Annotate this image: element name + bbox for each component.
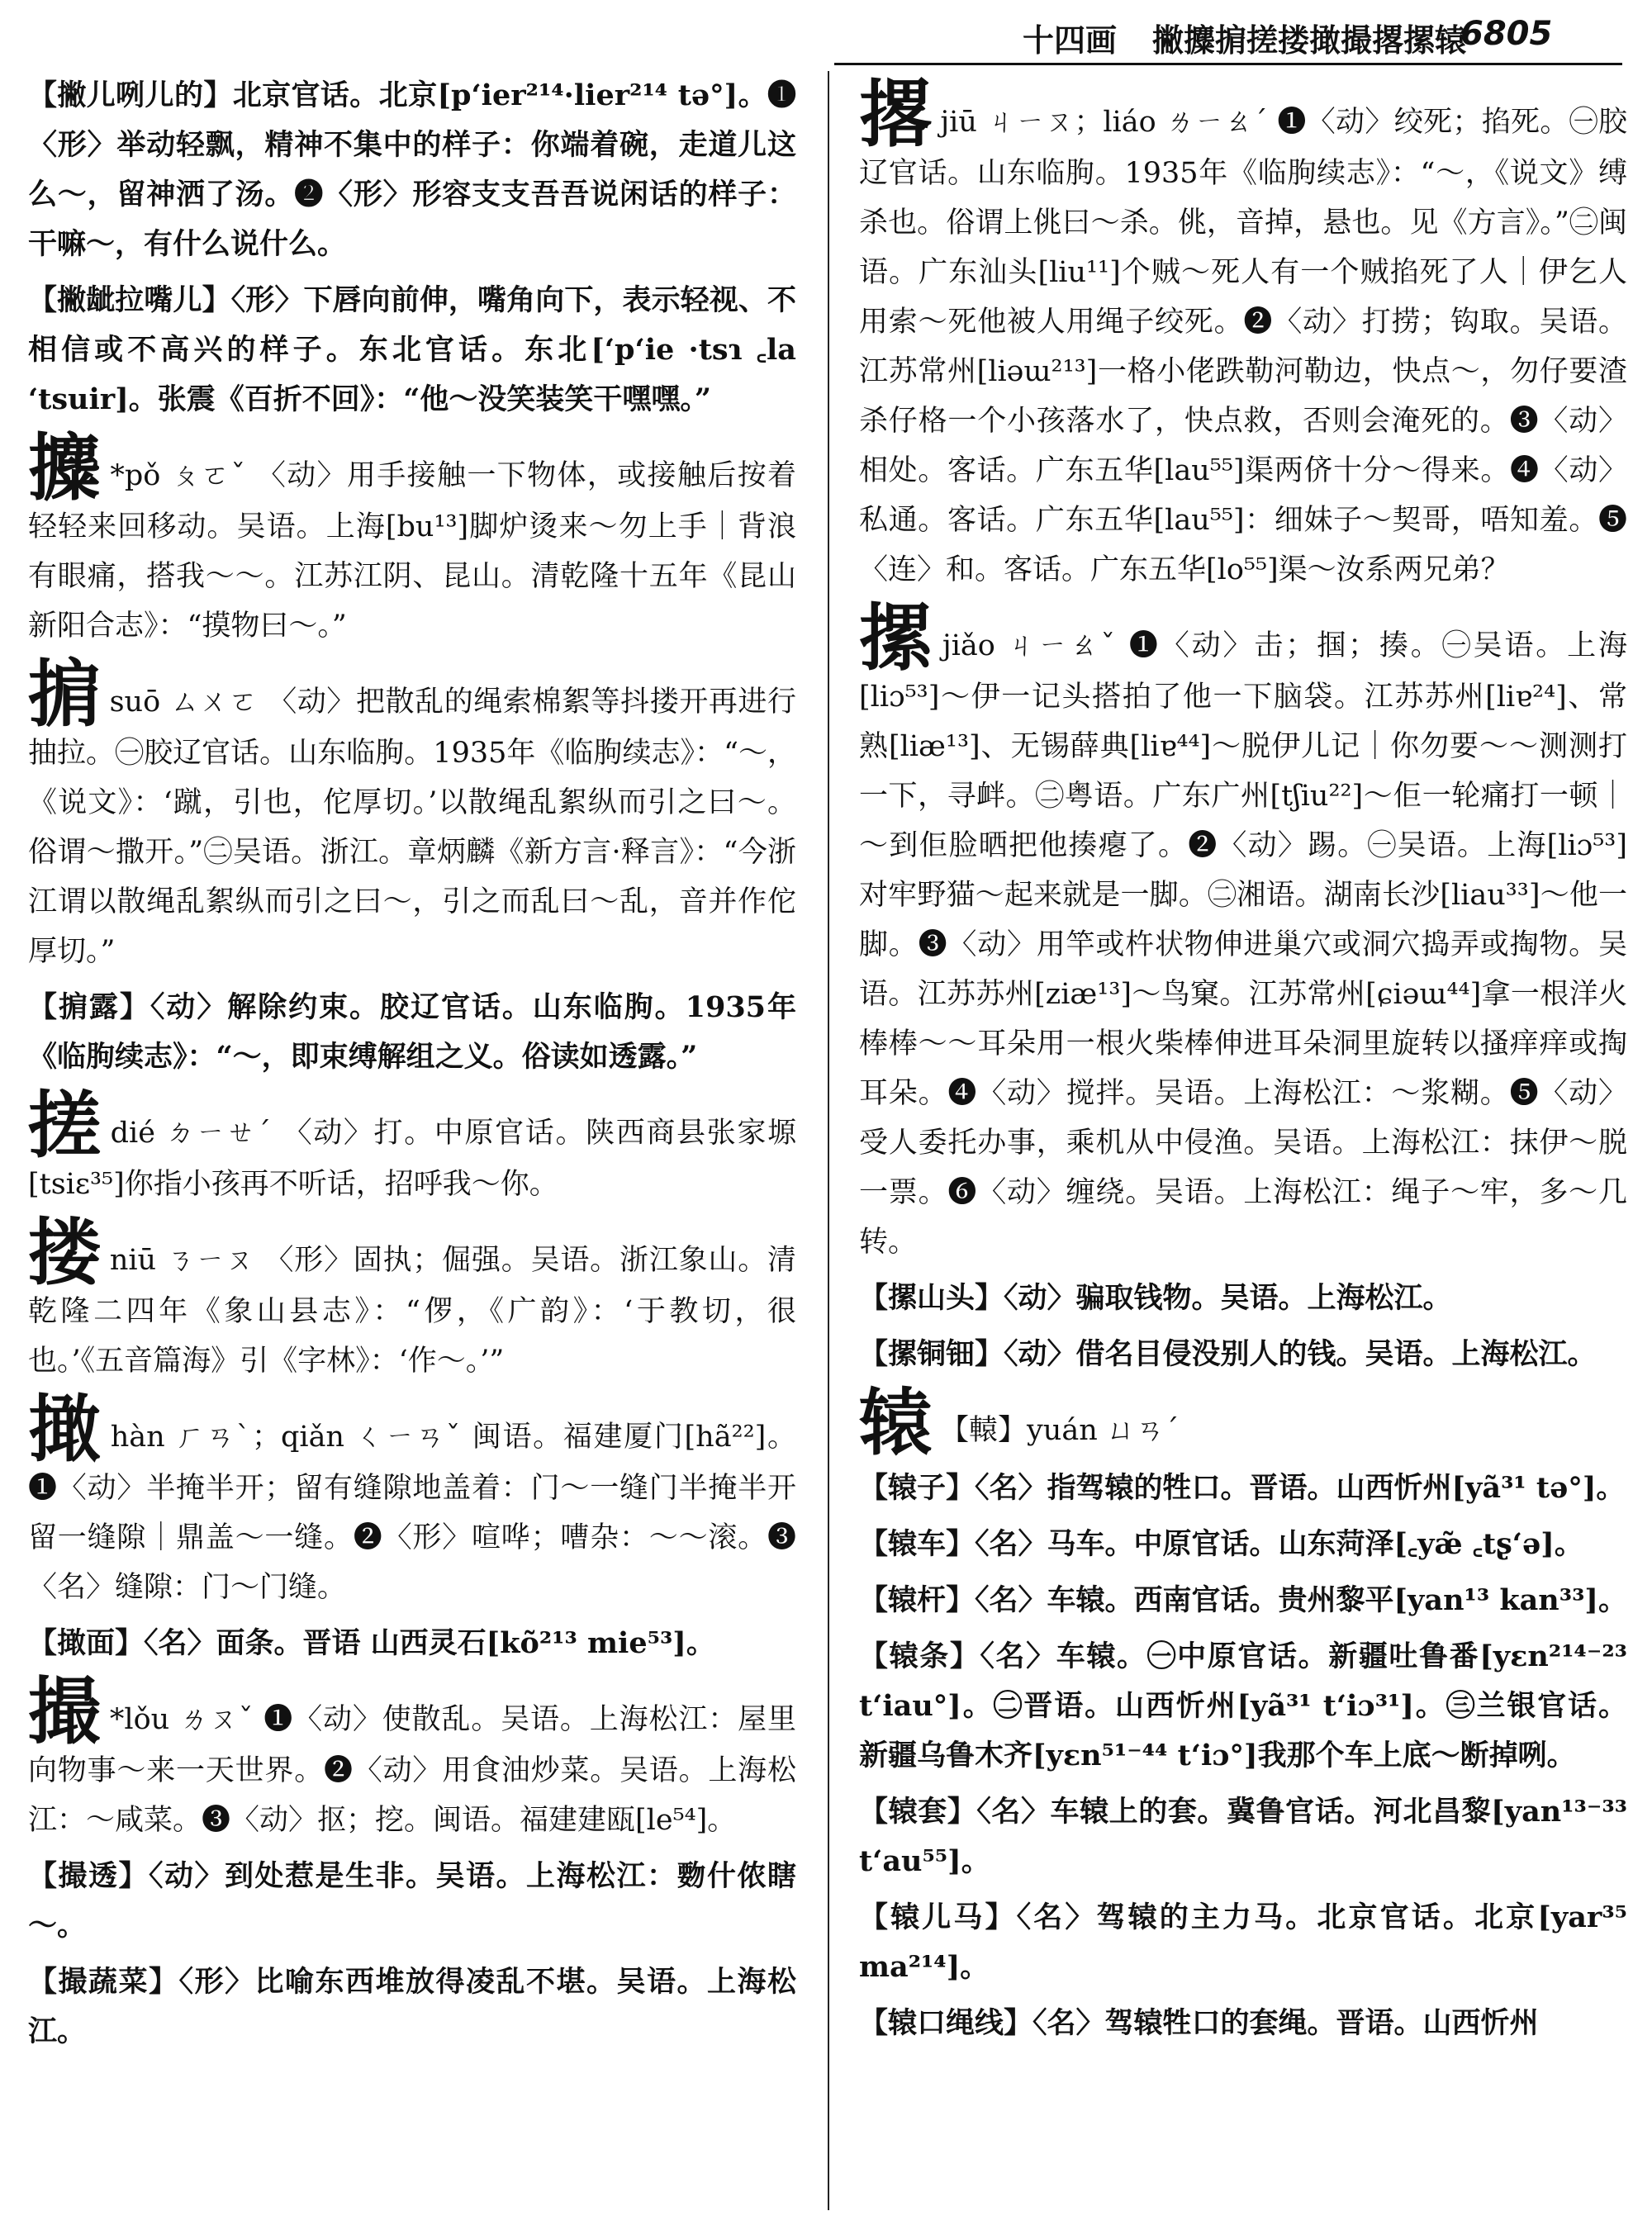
headword: 撂: [859, 71, 933, 157]
headword-entry: [28, 1209, 796, 1386]
entry-text: 【撮蔬菜】〈形〉比喻东西堆放得凌乱不堪。吴语。上海松江。: [28, 1965, 796, 2048]
entry-text: 【掮露】〈动〉解除约束。胶辽官话。山东临朐。1935年《临朐续志》：“～，即束缚解组之义。俗读如透露。”: [28, 990, 796, 1074]
compound-entry: [28, 1619, 796, 1668]
running-head-characters: 撇攗掮搓搂撖撮撂摞辕: [1152, 21, 1467, 59]
compound-entry: [28, 1852, 796, 1951]
entry-text: 【撮透】〈动〉到处惹是生非。吴语。上海松江：覅什侬瞎～。: [28, 1859, 796, 1943]
entry-text: 【辕车】〈名〉马车。中原官话。山东菏泽[꜀yæ̃ ꜀tʂʻə]。: [859, 1527, 1583, 1561]
headword: 搂: [28, 1209, 102, 1295]
compound-entry: [859, 1464, 1627, 1513]
left-column: [28, 71, 796, 2218]
entry-text: 【撇龇拉嘴儿】〈形〉下唇向前伸，嘴角向下，表示轻视、不相信或不高兴的样子。东北官话。东北[ʻpʻie ·tsɿ ꜀la ʻtsuir]。张震《百折不回》：“他～没笑装笑干嘿嘿。”: [28, 283, 796, 416]
compound-entry: [859, 1787, 1627, 1886]
entry-text: dié ㄉㄧㄝˊ 〈动〉打。中原官话。陕西商县张家塬[tsiɛ³⁵]你指小孩再不听话，招呼我～你。: [28, 1117, 796, 1201]
entry-text: 【轅】yuán ㄩㄢˊ: [940, 1414, 1180, 1447]
entry-text: hàn ㄏㄢˋ；qiǎn ㄑㄧㄢˇ 闽语。福建厦门[hã²²]。❶〈动〉半掩半开；留有缝隙地盖着：门～一缝门半掩半开留一缝隙｜鼎盖～一缝。❷〈形〉喧哗；嘈杂：～～滚。❸〈名〉缝隙：门～门缝。: [28, 1421, 796, 1604]
compound-entry: [859, 1632, 1627, 1781]
entry-text: 【摞铜钿】〈动〉借名目侵没别人的钱。吴语。上海松江。: [859, 1337, 1597, 1371]
headword-entry: [28, 651, 796, 976]
entry-text: 【撇儿咧儿的】北京官话。北京[pʻier²¹⁴·lier²¹⁴ tə°]。❶〈形〉举动轻飘，精神不集中的样子：你端着碗，走道儿这么～，留神洒了汤。❷〈形〉形容支支吾吾说闲话的样子：干嘛～，有什么说什么。: [28, 78, 796, 261]
entry-text: jiū ㄐㄧㄡ；liáo ㄌㄧㄠˊ ❶〈动〉绞死；掐死。㊀胶辽官话。山东临朐。1935年《临朐续志》：“～，《说文》缚杀也。俗谓上佻曰～杀。佻，音掉，悬也。见《方言》。”㊁闽语。广东汕头[liu¹¹]个贼～死人有一个贼掐死了人｜伊乞人用索～死他被人用绳子绞死。❷〈动〉打捞；钩取。吴语。江苏常州[liəɯ²¹³]一格小佬跌勒河勒边，快点～，勿仔要渣杀仔格一个小孩落水了，快点救，否则会淹死的。❸〈动〉相处。客话。广东五华[lau⁵⁵]渠两侪十分～得来。❹〈动〉私通。客话。广东五华[lau⁵⁵]：细妹子～契哥，唔知羞。❺〈连〉和。客话。广东五华[lo⁵⁵]渠～汝系两兄弟？: [859, 106, 1627, 586]
headword: 攗: [28, 425, 102, 510]
entry-text: 【撖面】〈名〉面条。晋语 山西灵石[kõ²¹³ mie⁵³]。: [28, 1626, 715, 1660]
entry-text: 【辕儿马】〈名〉驾辕的主力马。北京官话。北京[yar³⁵ ma²¹⁴]。: [859, 1900, 1627, 1984]
entry-text: *pǒ ㄆㄛˇ 〈动〉用手接触一下物体，或接触后按着轻轻来回移动。吴语。上海[bu¹³]脚炉烫来～勿上手｜背浪有眼痛，搭我～～。江苏江阴、昆山。清乾隆十五年《昆山新阳合志》：“摸物曰～。”: [28, 459, 796, 643]
headword-entry: [859, 595, 1627, 1267]
compound-entry: [28, 983, 796, 1082]
entry-text: 【辕子】〈名〉指驾辕的牲口。晋语。山西忻州[yã³¹ tə°]。: [859, 1471, 1626, 1505]
page-number: 6805: [1460, 15, 1553, 53]
entry-text: 【辕口绳线】〈名〉驾辕牲口的套绳。晋语。山西忻州: [859, 2006, 1539, 2040]
compound-entry: [859, 1274, 1627, 1323]
right-column: [859, 71, 1627, 2218]
headword: 摞: [859, 595, 934, 681]
compound-entry: [859, 1330, 1627, 1379]
headword: 搓: [28, 1082, 102, 1168]
compound-entry: [28, 71, 796, 269]
compound-entry: [28, 276, 796, 425]
headword-entry: [28, 1386, 796, 1612]
headword: 掮: [28, 651, 102, 737]
entry-text: jiǎo ㄐㄧㄠˇ ❶〈动〉击；掴；揍。㊀吴语。上海[liɔ⁵³]～伊一记头搭拍了他一下脑袋。江苏苏州[liɐ²⁴]、常熟[liæ¹³]、无锡薛典[liɐ⁴⁴]～脱伊儿记｜你勿要～～测测打一下，寻衅。㊁粤语。广东广州[tʃiu²²]～佢一轮痛打一顿｜～到佢脸晒把他揍瘪了。❷〈动〉踢。㊀吴语。上海[liɔ⁵³]对牢野猫～起来就是一脚。㊁湘语。湖南长沙[liau³³]～他一脚。❸〈动〉用竿或杵状物伸进巢穴或洞穴捣弄或掏物。吴语。江苏苏州[ziæ¹³]～鸟窠。江苏常州[ɕiəɯ⁴⁴]拿一根洋火棒棒～～耳朵用一根火柴棒伸进耳朵洞里旋转以搔痒痒或掏耳朵。❹〈动〉搅拌。吴语。上海松江：～浆糊。❺〈动〉受人委托办事，乘机从中侵渔。吴语。上海松江：抹伊～脱一票。❻〈动〉缠绕。吴语。上海松江：绳子～牢，多～几转。: [859, 629, 1627, 1259]
column-divider: [828, 71, 829, 2210]
compound-entry: [859, 1999, 1627, 2048]
header-rule: [834, 63, 1622, 65]
entry-text: 【摞山头】〈动〉骗取钱物。吴语。上海松江。: [859, 1281, 1452, 1315]
headword: 撮: [28, 1668, 102, 1754]
headword-entry: [28, 425, 796, 651]
headword-entry: [28, 1668, 796, 1845]
headword-entry: [859, 1379, 1627, 1465]
compound-entry: [859, 1893, 1627, 1992]
compound-entry: [28, 1957, 796, 2057]
entry-text: *lǒu ㄌㄡˇ ❶〈动〉使散乱。吴语。上海松江：屋里向物事～来一天世界。❷〈动〉用食油炒菜。吴语。上海松江：～咸菜。❸〈动〉抠；挖。闽语。福建建瓯[le⁵⁴]。: [28, 1703, 796, 1837]
headword-entry: [28, 1082, 796, 1209]
section-label: 十四画: [1023, 21, 1118, 59]
headword-entry: [859, 71, 1627, 595]
entry-text: 【辕杆】〈名〉车辕。西南官话。贵州黎平[yan¹³ kan³³]。: [859, 1583, 1627, 1617]
compound-entry: [859, 1520, 1627, 1569]
compound-entry: [859, 1576, 1627, 1625]
headword: 撖: [28, 1386, 102, 1472]
entry-text: suō ㄙㄨㄛ 〈动〉把散乱的绳索棉絮等抖搂开再进行抽拉。㊀胶辽官话。山东临朐。1935年《临朐续志》：“～，《说文》：‘蹴，引也，佗厚切。’以散绳乱絮纵而引之曰～。俗谓～撒开。”㊁吴语。浙江。章炳麟《新方言·释言》：“今浙江谓以散绳乱絮纵而引之曰～，引之而乱曰～乱，音并作佗厚切。”: [28, 686, 796, 968]
entry-text: 【辕条】〈名〉车辕。㊀中原官话。新疆吐鲁番[yɛn²¹⁴⁻²³ tʻiau°]。㊁晋语。山西忻州[yã³¹ tʻiɔ³¹]。㊂兰银官话。新疆乌鲁木齐[yɛn⁵¹⁻⁴⁴ tʻiɔ°]我那个车上底～断掉咧。: [859, 1639, 1627, 1772]
entry-text: 【辕套】〈名〉车辕上的套。冀鲁官话。河北昌黎[yan¹³⁻³³ tʻau⁵⁵]。: [859, 1795, 1627, 1878]
page-header: [0, 0, 1652, 66]
entry-text: niū ㄋㄧㄡ 〈形〉固执；倔强。吴语。浙江象山。清乾隆二四年《象山县志》：“㑩，《广韵》：‘于教切，很也。’《五音篇海》引《字林》：‘作～。’”: [28, 1244, 796, 1378]
headword: 辕: [859, 1379, 933, 1465]
